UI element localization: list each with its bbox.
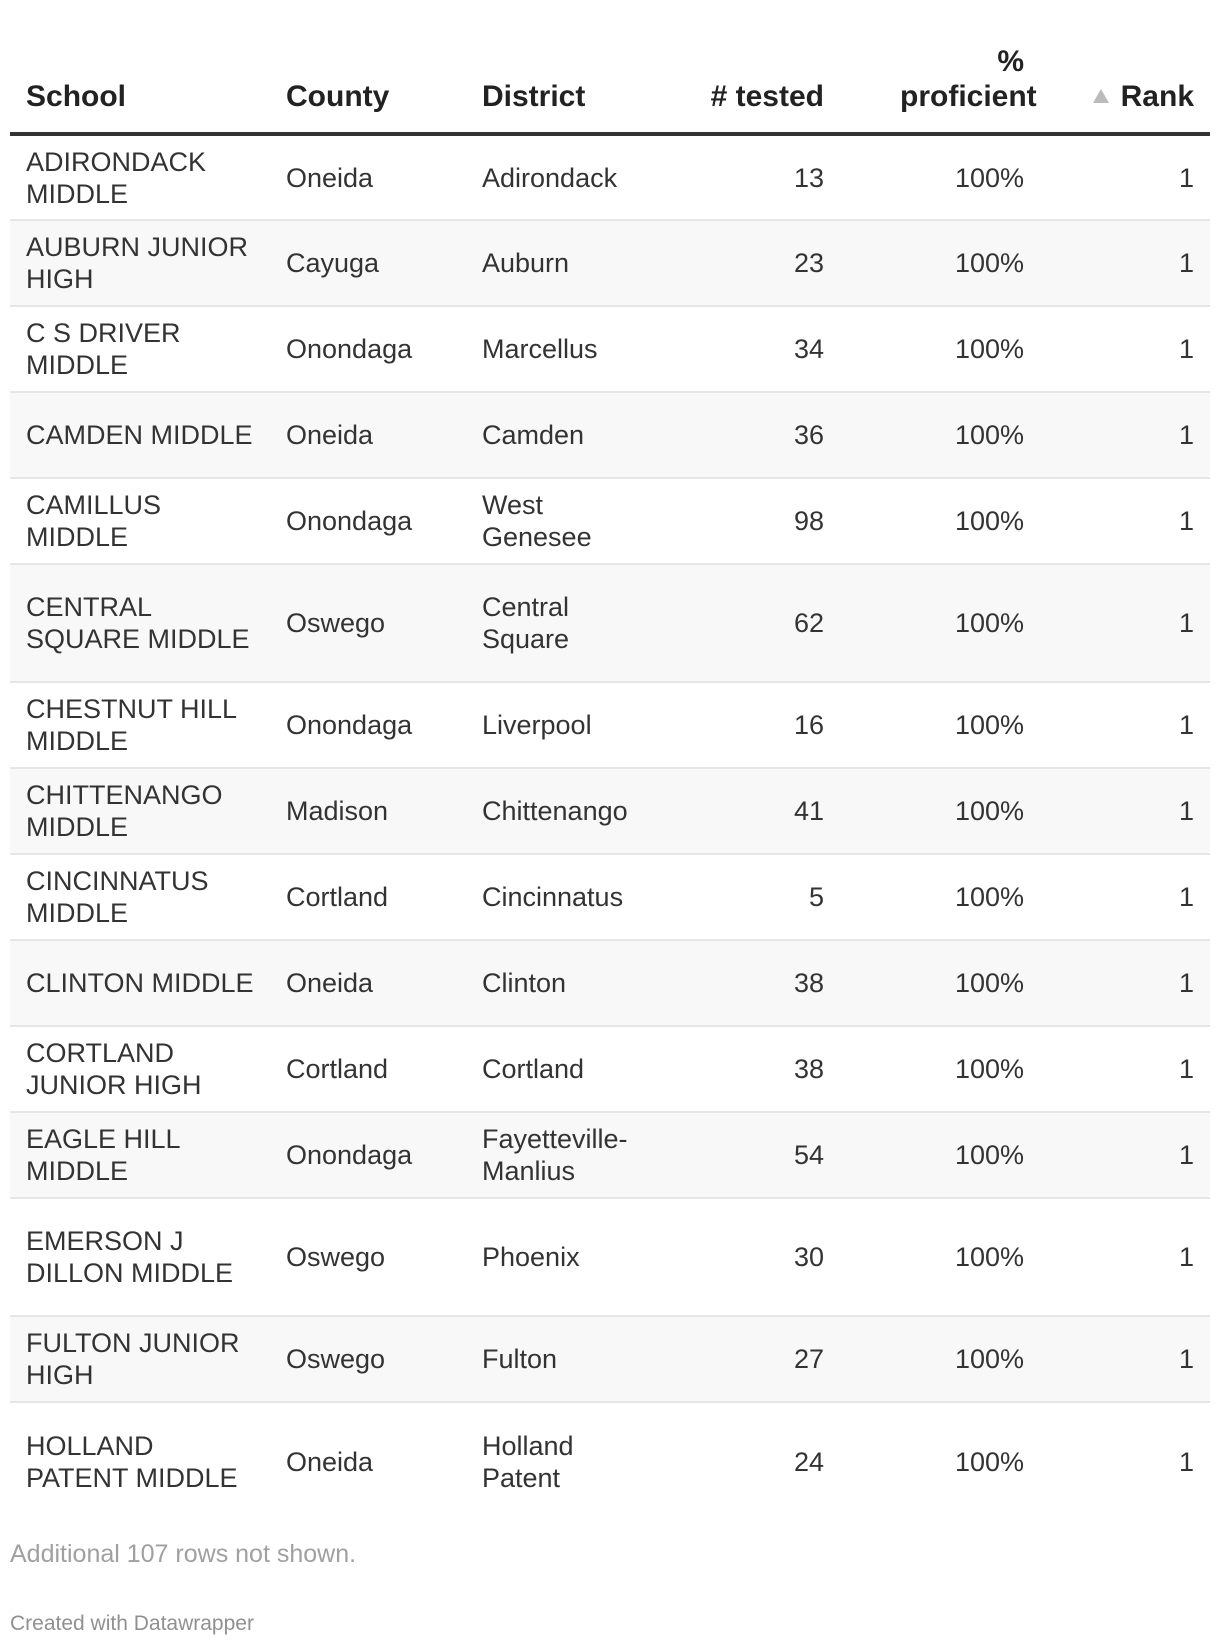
table-row <box>10 220 1210 306</box>
cell-district: Phoenix <box>466 1198 642 1316</box>
table-row <box>10 1316 1210 1402</box>
cell-tested: 54 <box>642 1112 840 1198</box>
sort-ascending-icon <box>1093 89 1109 103</box>
table-row <box>10 1402 1210 1520</box>
cell-rank: 1 <box>1040 392 1210 478</box>
table-row <box>10 134 1210 220</box>
cell-tested: 30 <box>642 1198 840 1316</box>
cell-tested: 5 <box>642 854 840 940</box>
cell-rank: 1 <box>1040 1198 1210 1316</box>
cell-district: Liverpool <box>466 682 642 768</box>
cell-county: Cortland <box>270 854 466 940</box>
cell-district: Chittenango <box>466 768 642 854</box>
cell-county: Oneida <box>270 134 466 220</box>
cell-rank: 1 <box>1040 1026 1210 1112</box>
cell-proficient: 100% <box>840 854 1040 940</box>
cell-proficient: 100% <box>840 478 1040 564</box>
cell-district: Auburn <box>466 220 642 306</box>
column-header-proficient[interactable] <box>840 0 1040 134</box>
cell-district: Adirondack <box>466 134 642 220</box>
cell-county: Cortland <box>270 1026 466 1112</box>
cell-county: Oneida <box>270 940 466 1026</box>
column-header-county[interactable] <box>270 0 466 134</box>
cell-rank: 1 <box>1040 768 1210 854</box>
cell-proficient: 100% <box>840 1112 1040 1198</box>
cell-county: Onondaga <box>270 1112 466 1198</box>
cell-tested: 62 <box>642 564 840 682</box>
cell-county: Onondaga <box>270 478 466 564</box>
cell-county: Oneida <box>270 392 466 478</box>
cell-proficient: 100% <box>954 1446 1024 1477</box>
column-header-school[interactable] <box>10 0 270 134</box>
cell-tested: 13 <box>642 134 840 220</box>
cell-rank: 1 <box>1040 306 1210 392</box>
table-row <box>10 564 1210 682</box>
cell-county: Onondaga <box>270 306 466 392</box>
cell-tested: 38 <box>642 1026 840 1112</box>
cell-county: Oswego <box>270 1316 466 1402</box>
cell-tested: 34 <box>642 306 840 392</box>
cell-district: Fulton <box>466 1316 642 1402</box>
cell-district: Central Square <box>466 564 642 682</box>
cell-tested: 36 <box>642 392 840 478</box>
cell-district: Holland Patent <box>482 1430 574 1493</box>
table-row <box>10 1112 1210 1198</box>
cell-school: EMERSON J DILLON MIDDLE <box>10 1198 270 1316</box>
cell-district: West Genesee <box>466 478 642 564</box>
cell-school: EAGLE HILL MIDDLE <box>10 1112 270 1198</box>
table-row <box>10 392 1210 478</box>
cell-district: Clinton <box>466 940 642 1026</box>
table-body <box>10 134 1210 1520</box>
table-row <box>10 1026 1210 1112</box>
cell-proficient: 100% <box>840 220 1040 306</box>
cell-school: ADIRONDACK MIDDLE <box>10 134 270 220</box>
table-row <box>10 854 1210 940</box>
table-notes: Additional 107 rows not shown. <box>10 1540 357 1568</box>
cell-rank: 1 <box>1040 682 1210 768</box>
cell-school: CENTRAL SQUARE MIDDLE <box>10 564 270 682</box>
table-row <box>10 306 1210 392</box>
column-header-label: # tested <box>710 80 824 113</box>
table-row <box>10 478 1210 564</box>
cell-district: Marcellus <box>466 306 642 392</box>
table-row <box>10 682 1210 768</box>
cell-school: FULTON JUNIOR HIGH <box>10 1316 270 1402</box>
cell-proficient: 100% <box>840 392 1040 478</box>
cell-school: AUBURN JUNIOR HIGH <box>10 220 270 306</box>
cell-rank: 1 <box>1040 134 1210 220</box>
cell-tested: 38 <box>642 940 840 1026</box>
cell-district: Cortland <box>466 1026 642 1112</box>
cell-rank: 1 <box>1040 1112 1210 1198</box>
cell-county: Oswego <box>270 564 466 682</box>
cell-district: Cincinnatus <box>466 854 642 940</box>
cell-tested: 27 <box>642 1316 840 1402</box>
column-header-label: % proficient <box>900 45 1037 113</box>
cell-school: C S DRIVER MIDDLE <box>10 306 270 392</box>
cell-school: CHITTENANGO MIDDLE <box>10 768 270 854</box>
cell-school: HOLLAND PATENT MIDDLE <box>26 1430 238 1493</box>
column-header-district[interactable] <box>466 0 642 134</box>
cell-rank: 1 <box>1040 220 1210 306</box>
cell-proficient: 100% <box>840 1198 1040 1316</box>
column-header-label: County <box>286 80 390 113</box>
cell-proficient: 100% <box>840 1026 1040 1112</box>
datawrapper-credit[interactable]: Created with Datawrapper <box>10 1612 254 1635</box>
cell-tested: 16 <box>642 682 840 768</box>
cell-school: CINCINNATUS MIDDLE <box>10 854 270 940</box>
cell-proficient: 100% <box>840 940 1040 1026</box>
column-header-label: Rank <box>1120 80 1194 113</box>
cell-tested: 23 <box>642 220 840 306</box>
cell-proficient: 100% <box>840 768 1040 854</box>
column-header-label: District <box>482 80 586 113</box>
cell-rank: 1 <box>1178 1446 1194 1477</box>
cell-county: Onondaga <box>270 682 466 768</box>
cell-district: Fayetteville-Manlius <box>466 1112 642 1198</box>
table-container <box>10 0 1210 1520</box>
cell-tested: 98 <box>642 478 840 564</box>
cell-tested: 24 <box>793 1446 824 1477</box>
column-header-label: School <box>26 80 127 113</box>
table-row <box>10 940 1210 1026</box>
cell-school: CAMILLUS MIDDLE <box>10 478 270 564</box>
schools-table <box>10 0 1210 1520</box>
cell-county: Oneida <box>286 1446 374 1477</box>
cell-rank: 1 <box>1040 1316 1210 1402</box>
cell-proficient: 100% <box>840 682 1040 768</box>
column-header-tested[interactable] <box>642 0 840 134</box>
cell-rank: 1 <box>1040 854 1210 940</box>
cell-proficient: 100% <box>840 306 1040 392</box>
cell-tested: 41 <box>642 768 840 854</box>
cell-school: CHESTNUT HILL MIDDLE <box>10 682 270 768</box>
cell-district: Camden <box>466 392 642 478</box>
cell-rank: 1 <box>1040 564 1210 682</box>
table-row <box>10 768 1210 854</box>
cell-county: Madison <box>270 768 466 854</box>
cell-county: Cayuga <box>270 220 466 306</box>
cell-proficient: 100% <box>840 134 1040 220</box>
cell-rank: 1 <box>1040 478 1210 564</box>
column-header-rank[interactable] <box>1040 0 1210 134</box>
table-row <box>10 1198 1210 1316</box>
cell-school: CAMDEN MIDDLE <box>10 392 270 478</box>
cell-school: CORTLAND JUNIOR HIGH <box>10 1026 270 1112</box>
table-header-row <box>10 0 1210 134</box>
cell-proficient: 100% <box>840 1316 1040 1402</box>
cell-proficient: 100% <box>840 564 1040 682</box>
cell-rank: 1 <box>1040 940 1210 1026</box>
cell-county: Oswego <box>270 1198 466 1316</box>
cell-school: CLINTON MIDDLE <box>10 940 270 1026</box>
